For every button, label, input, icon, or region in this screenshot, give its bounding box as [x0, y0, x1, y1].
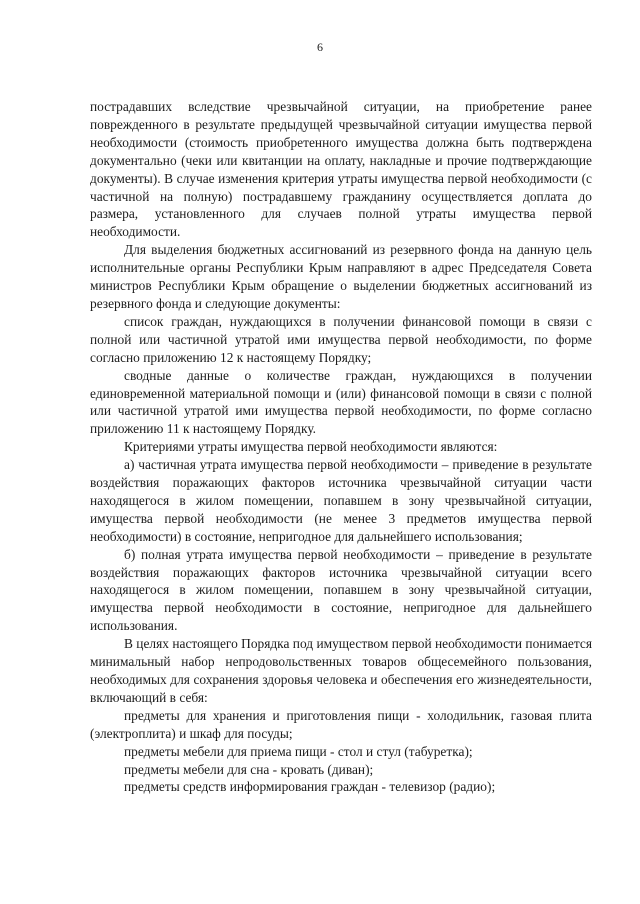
paragraph-criterion-partial: а) частичная утрата имущества первой необходимости – приведение в результате воздействия поражающих факторов источника чрезвычайной ситуации части находящегося в жилом помещении, попавшем в зону чрезвычайной ситуации, имущества первой необходимости (не менее 3 предметов имущества первой необходимости) в состояние, непригодное для дальнейшего использования;	[90, 457, 592, 544]
document-body	[90, 98, 592, 796]
paragraph-list-citizens: список граждан, нуждающихся в получении финансовой помощи в связи с полной или частичной утратой ими имущества первой необходимости, по форме согласно приложению 12 к настоящему Порядку;	[90, 313, 592, 365]
paragraph-criterion-full: б) полная утрата имущества первой необходимости – приведение в результате воздействия поражающих факторов источника чрезвычайной ситуации всего находящегося в жилом помещении, попавшем в зону чрезвычайной ситуации, имущества первой необходимости в состояние, непригодное для дальнейшего использования.	[90, 546, 592, 634]
paragraph-definition: В целях настоящего Порядка под имуществом первой необходимости понимается минимальный набор непродовольственных товаров общесемейного пользования, необходимых для сохранения здоровья человека и обеспечения его жизнедеятельности, включающий в себя:	[90, 636, 592, 705]
paragraph-summary-data: сводные данные о количестве граждан, нуждающихся в получении единовременной материальной помощи и (или) финансовой помощи в связи с полной или частичной утратой ими имущества первой необходимости, по форме согласно приложению 11 к настоящему Порядку.	[90, 367, 592, 437]
paragraph-continuation: пострадавших вследствие чрезвычайной ситуации, на приобретение ранее поврежденного в результате предыдущей чрезвычайной ситуации имущества первой необходимости (стоимость приобретенного имущества должна быть подтверждена документально (чеки или квитанции на оплату, накладные и прочие подтверждающие документы). В случае изменения критерия утраты имущества первой необходимости (с частичной на полную) пострадавшему гражданину осуществляется доплата до размера, установленного для случаев полной утраты имущества первой необходимости.	[90, 99, 592, 240]
paragraph-item-food-storage: предметы для хранения и приготовления пищи - холодильник, газовая плита (электроплита) и шкаф для посуды;	[90, 707, 592, 741]
paragraph-criteria-intro: Критериями утраты имущества первой необходимости являются:	[124, 439, 498, 455]
paragraph-item-information: предметы средств информирования граждан - телевизор (радио);	[124, 779, 496, 795]
page-number: 6	[317, 40, 323, 54]
paragraph-item-dining-furniture: предметы мебели для приема пищи - стол и стул (табуретка);	[124, 743, 473, 759]
paragraph-reserve-fund: Для выделения бюджетных ассигнований из резервного фонда на данную цель исполнительные органы Республики Крым направляют в адрес Председателя Совета министров Республики Крым обращение о выделении бюджетных ассигнований из резервного фонда и следующие документы:	[90, 242, 592, 311]
paragraph-item-sleeping-furniture: предметы мебели для сна - кровать (диван);	[124, 761, 374, 777]
